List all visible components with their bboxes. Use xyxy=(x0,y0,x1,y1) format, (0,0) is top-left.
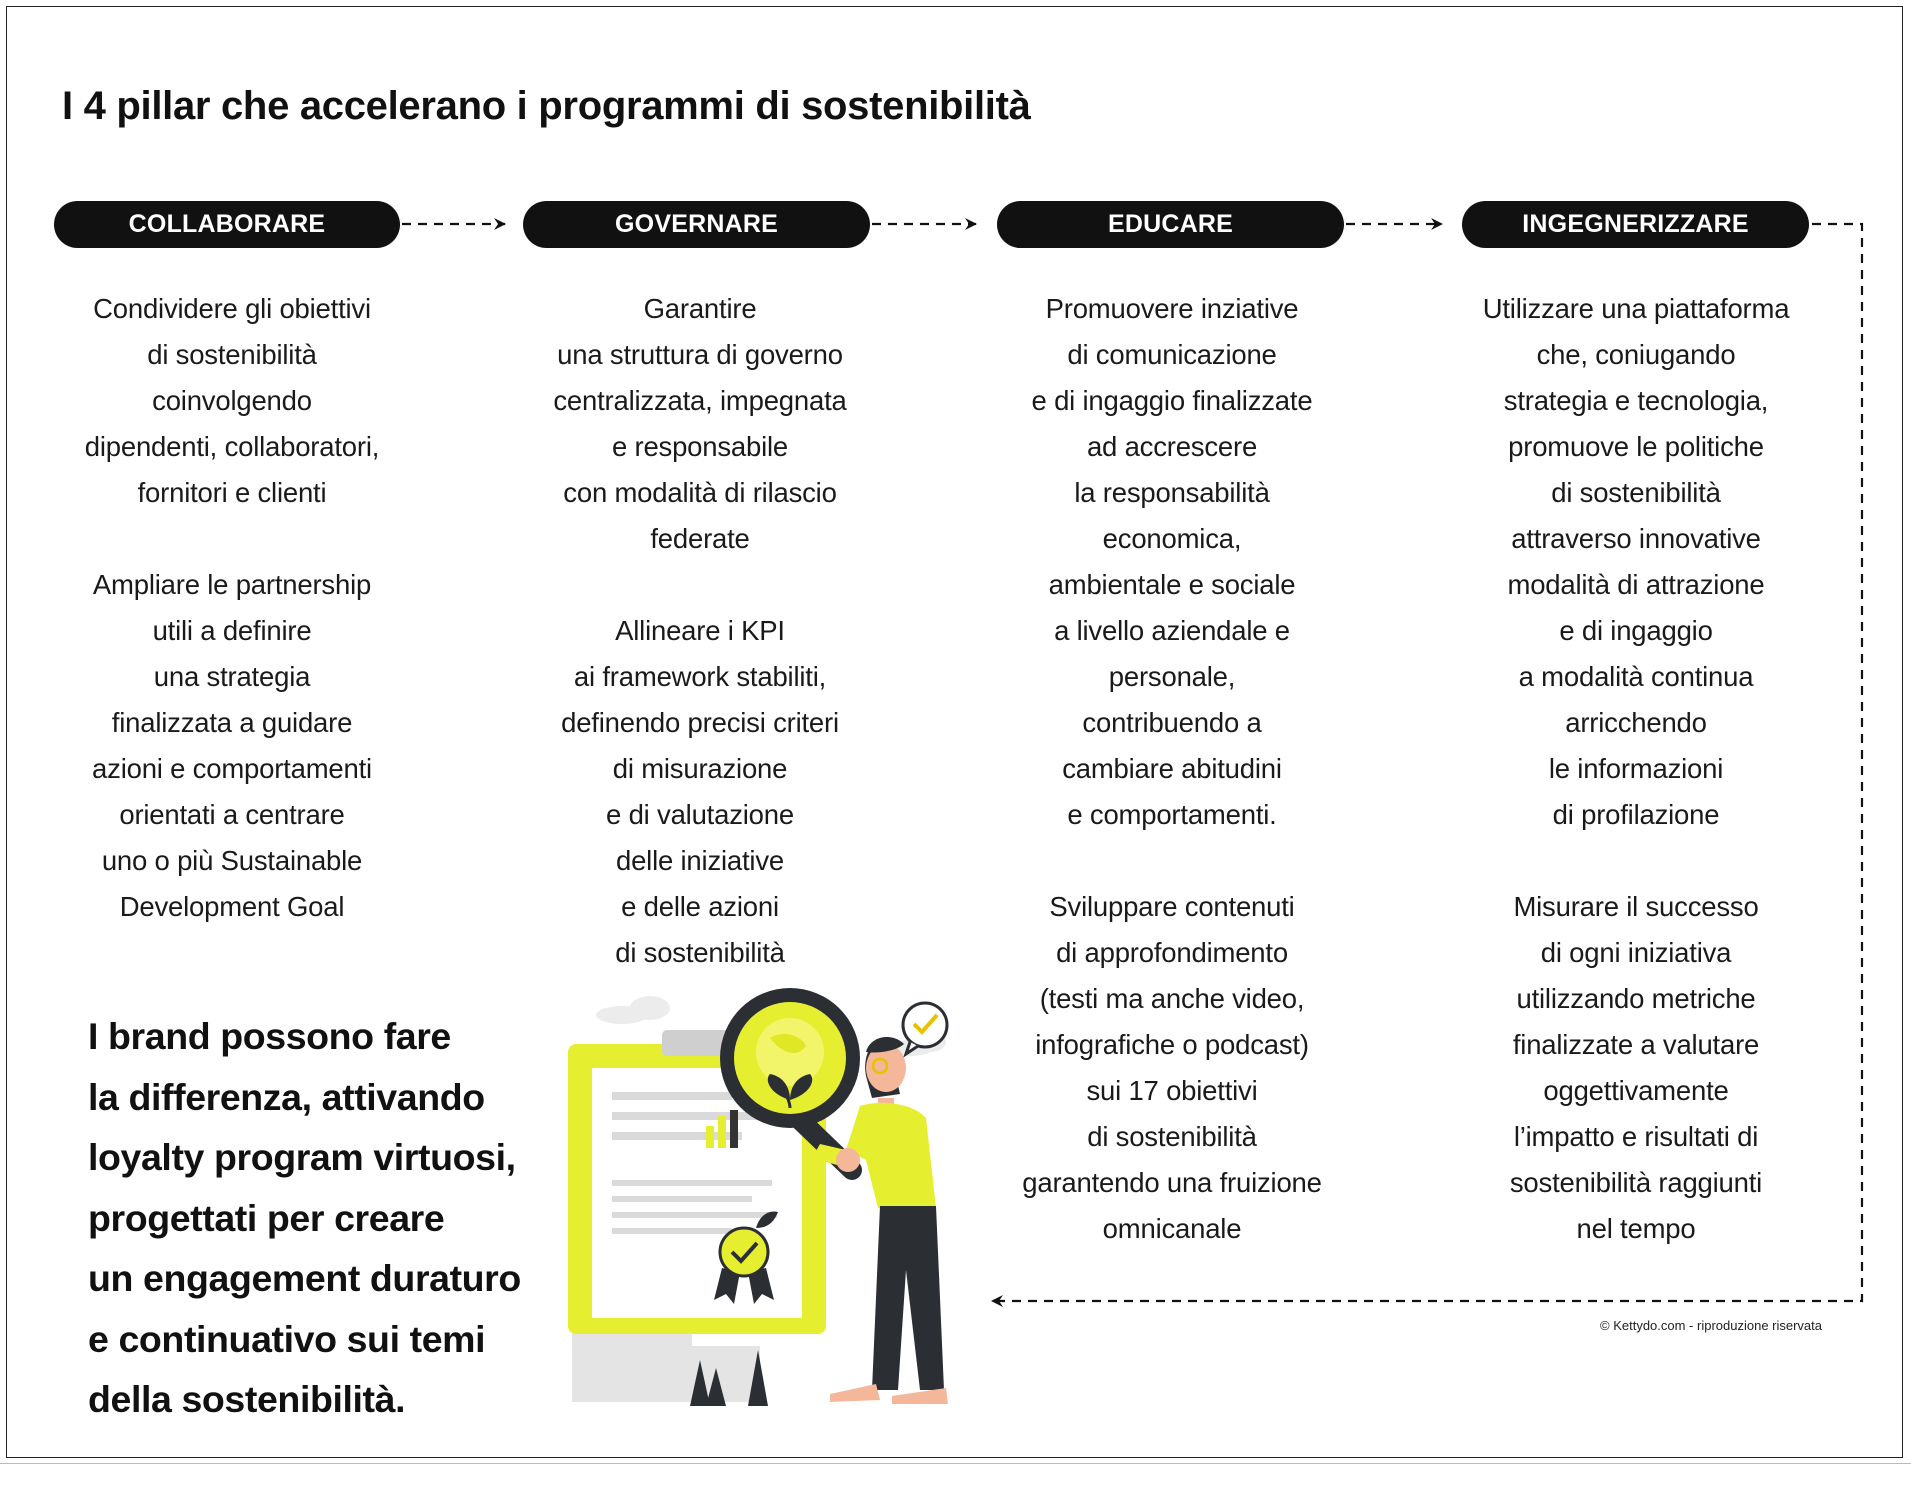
pillar-paragraph: Sviluppare contenuti di approfondimento (testi ma anche video, infografiche o podcast) sui 17 obiettivi di sostenibilità garantendo una fruizione omnicanale xyxy=(1022,891,1322,1244)
page-title: I 4 pillar che accelerano i programmi di sostenibilità xyxy=(62,84,1031,128)
pillar-header-collaborare: COLLABORARE xyxy=(54,201,400,248)
pillar-paragraph: Utilizzare una piattaforma che, coniugando strategia e tecnologia, promuove le politiche di sostenibilità attraverso innovative modalità di attrazione e di ingaggio a modalità continua arricchendo le informazioni di profilazione xyxy=(1482,293,1790,830)
pillar-paragraph: Garantire una struttura di governo centralizzata, impegnata e responsabile con modalità di rilascio federate xyxy=(553,293,847,554)
pillar-paragraph: Condividere gli obiettivi di sostenibilità coinvolgendo dipendenti, collaboratori, fornitori e clienti xyxy=(84,293,380,508)
pillar-header-educare: EDUCARE xyxy=(997,201,1344,248)
pillar-paragraph: Ampliare le partnership utili a definire una strategia finalizzata a guidare azioni e comportamenti orientati a centrare uno o più Sustainable Development Goal xyxy=(92,569,372,922)
pillar-header-governare: GOVERNARE xyxy=(523,201,870,248)
copyright-notice: © Kettydo.com - riproduzione riservata xyxy=(1600,1318,1823,1333)
summary-statement: I brand possono fare la differenza, attivando loyalty program virtuosi, progettati per creare un engagement duraturo e continuativo sui temi della sostenibilità. xyxy=(88,1015,521,1420)
pillar-paragraph: Allineare i KPI ai framework stabiliti, definendo precisi criteri di misurazione e di valutazione delle iniziative e delle azioni di sostenibilità xyxy=(561,615,839,968)
pillar-header-ingegnerizzare: INGEGNERIZZARE xyxy=(1462,201,1809,248)
pillar-paragraph: Misurare il successo di ogni iniziativa utilizzando metriche finalizzate a valutare oggettivamente l’impatto e risultati di sostenibilità raggiunti nel tempo xyxy=(1509,891,1763,1244)
pillar-paragraph: Promuovere inziative di comunicazione e di ingaggio finalizzate ad accrescere la responsabilità economica, ambientale e sociale a livello aziendale e personale, contribuendo a cambiare abitudini e comportamenti. xyxy=(1031,293,1313,830)
